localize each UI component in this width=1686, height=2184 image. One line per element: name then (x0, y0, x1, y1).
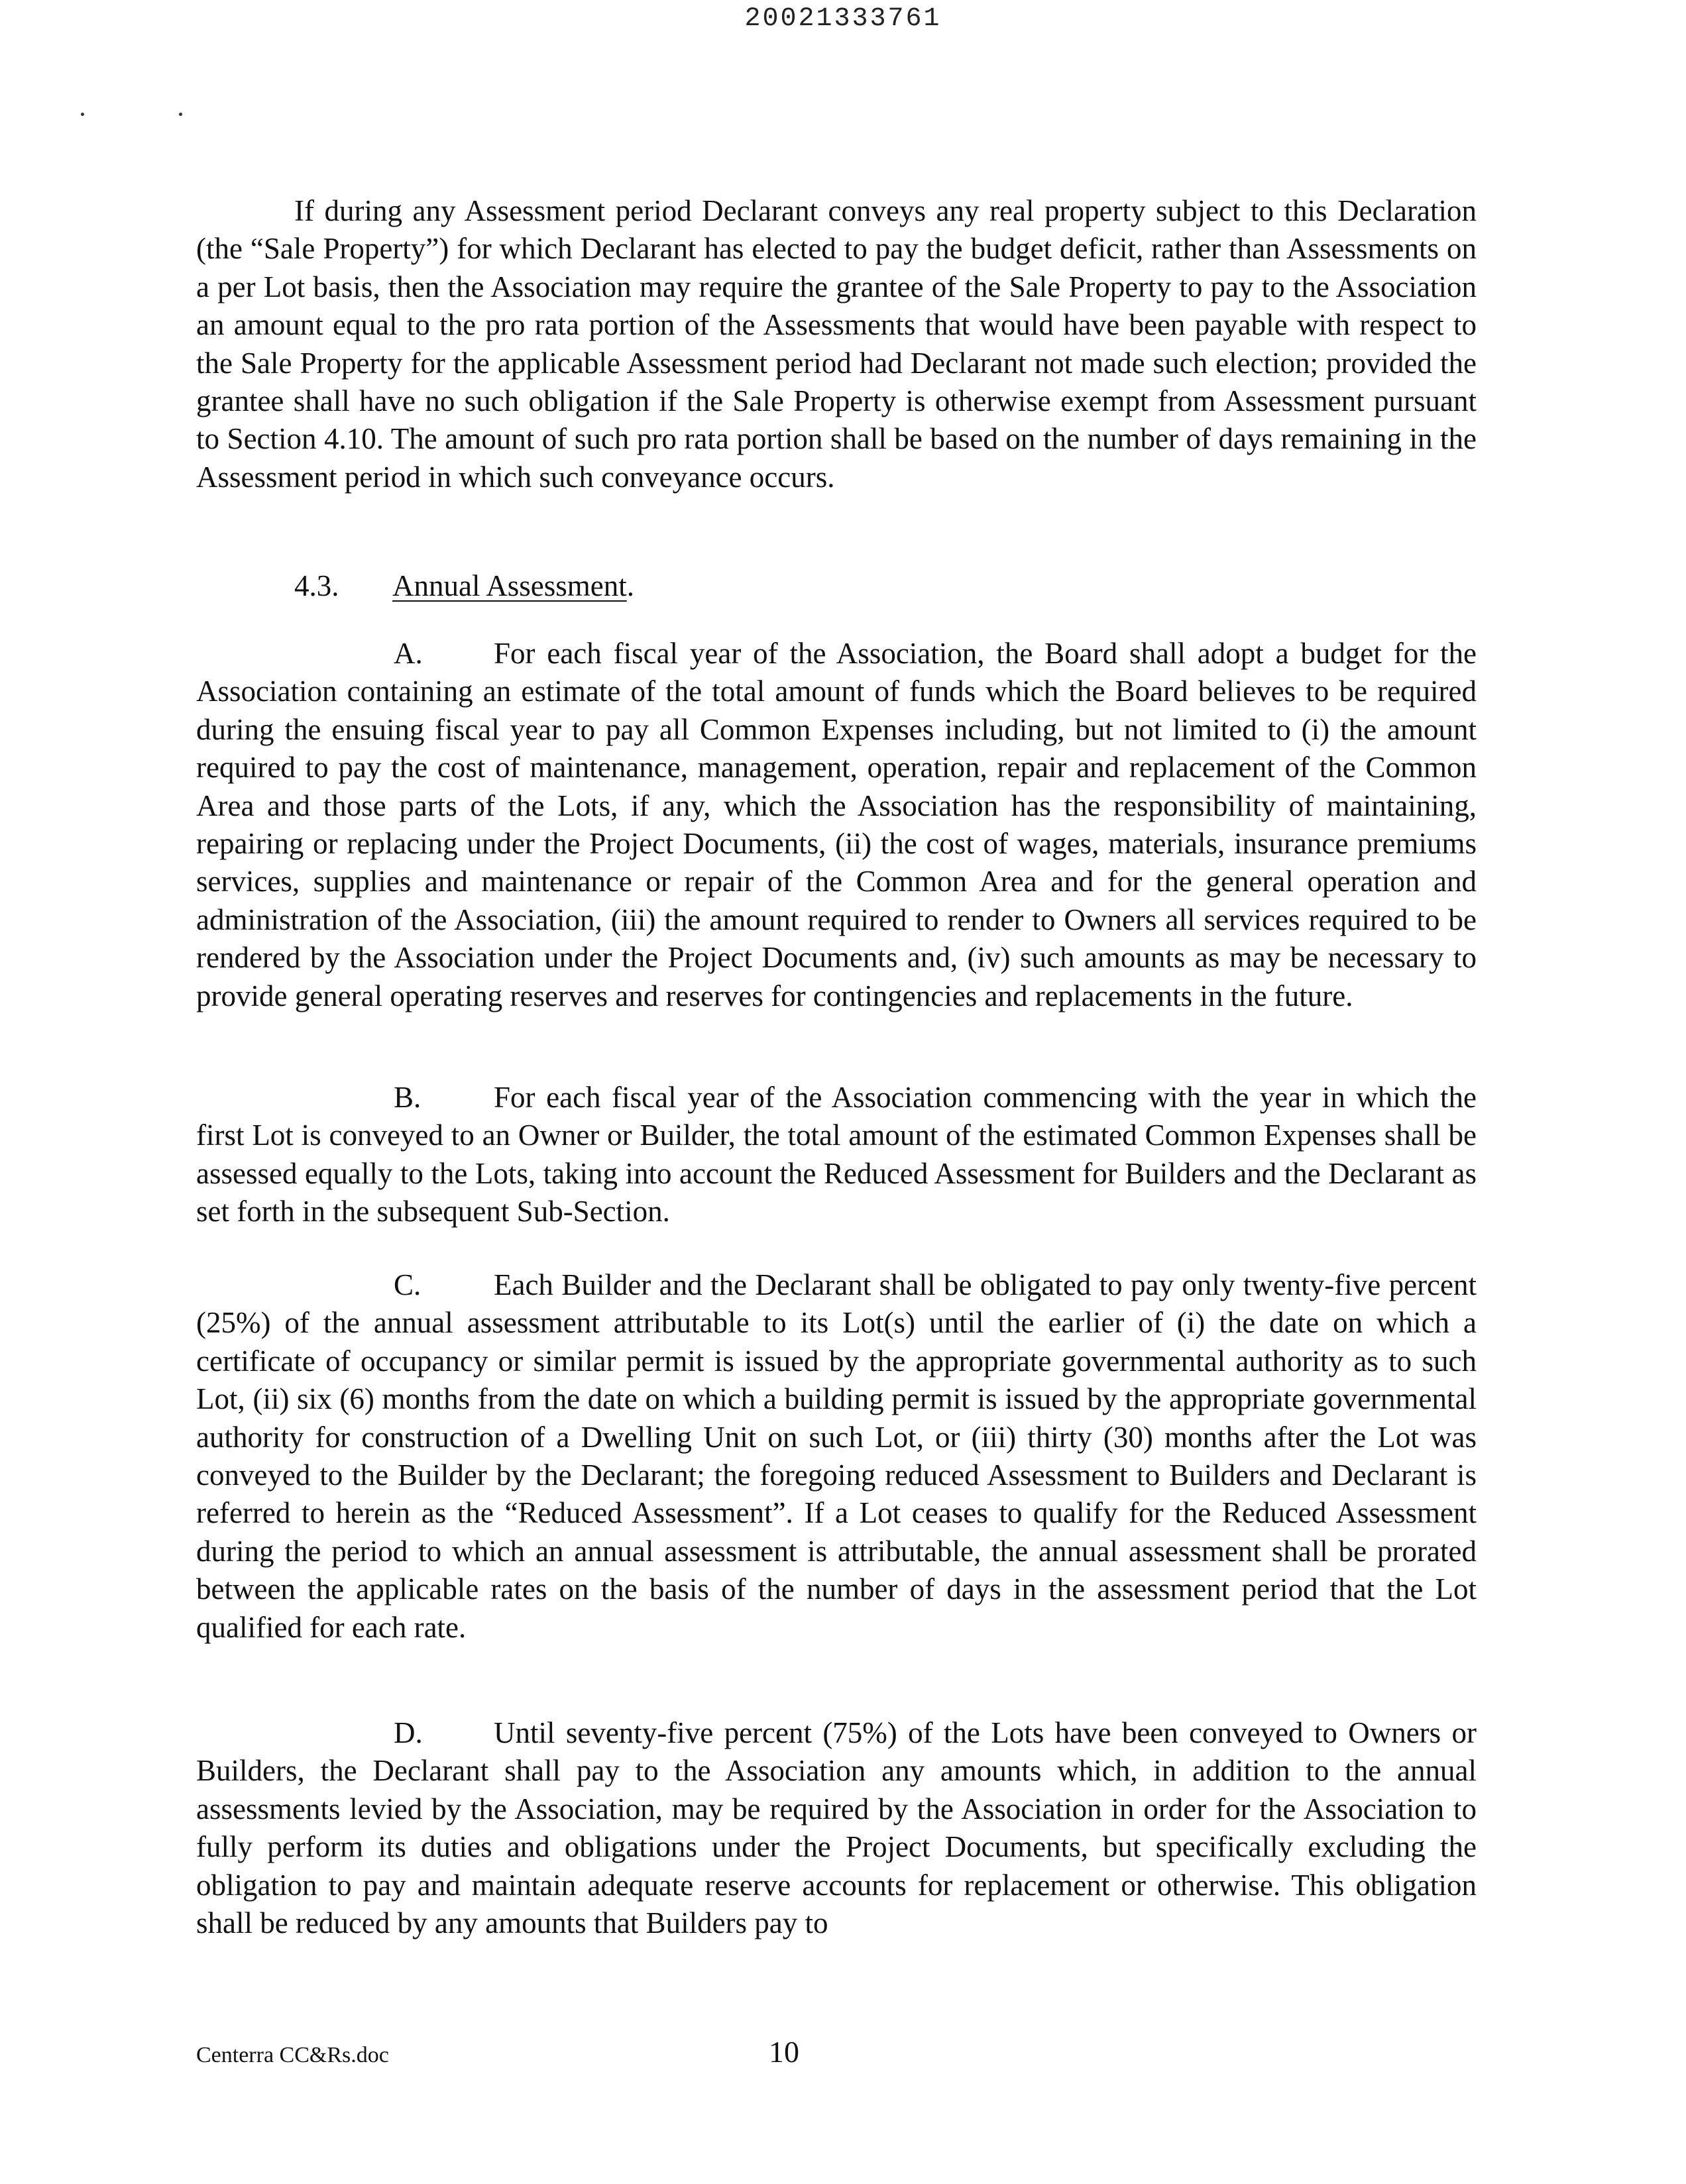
scan-speck (81, 113, 84, 116)
subsection-text: For each fiscal year of the Association commencing with the year in which the first Lot is conveyed to an Owner or Builder, the total amount of the estimated Common Expenses shall be assessed equally to the Lots, taking into account the Reduced Assessment for Builders and the Declarant as set forth in the subsequent Sub-Section. (196, 1081, 1477, 1228)
section-heading (294, 567, 634, 605)
subsection-a (196, 635, 1477, 1015)
subsection-d (196, 1714, 1477, 1942)
subsection-label: C. (394, 1268, 422, 1301)
subsection-b (196, 1079, 1477, 1231)
recording-number: 20021333761 (744, 4, 942, 34)
subsection-label: A. (394, 637, 423, 670)
footer-file-name: Centerra CC&Rs.doc (196, 2043, 389, 2067)
scan-speck (179, 113, 182, 116)
section-number: 4.3. (294, 569, 339, 602)
subsection-label: D. (394, 1716, 423, 1749)
subsection-text: For each fiscal year of the Association, the Board shall adopt a budget for the Association containing an estimate of the total amount of funds which the Board believes to be required during the ensuing fiscal year to pay all Common Expenses including, but not limited to (i) the amount required to pay the cost of maintenance, management, operation, repair and replacement of the Common Area and those parts of the Lots, if any, which the Association has the responsibility of maintaining, repairing or replacing under the Project Documents, (ii) the cost of wages, materials, insurance premiums services, supplies and maintenance or repair of the Common Area and for the general operation and administration of the Association, (iii) the amount required to render to Owners all services required to be rendered by the Association under the Project Documents and, (iv) such amounts as may be necessary to provide general operating reserves and reserves for contingencies and replacements in the future. (196, 637, 1477, 1012)
paragraph-sale-property: If during any Assessment period Declarant conveys any real property subject to this Declaration (the “Sale Property”) for which Declarant has elected to pay the budget deficit, rather than Assessments on a per Lot basis, then the Association may require the grantee of the Sale Property to pay to the Association an amount equal to the pro rata portion of the Assessments that would have been payable with respect to the Sale Property for the applicable Assessment period had Declarant not made such election; provided the grantee shall have no such obligation if the Sale Property is otherwise exempt from Assessment pursuant to Section 4.10. The amount of such pro rata portion shall be based on the number of days remaining in the Assessment period in which such conveyance occurs. (196, 194, 1477, 494)
subsection-text: Each Builder and the Declarant shall be obligated to pay only twenty-five percent (25%) of the annual assessment attributable to its Lot(s) until the earlier of (i) the date on which a certificate of occupancy or similar permit is issued by the appropriate governmental authority as to such Lot, (ii) six (6) months from the date on which a building permit is issued by the appropriate governmental authority for construction of a Dwelling Unit on such Lot, or (iii) thirty (30) months after the Lot was conveyed to the Builder by the Declarant; the foregoing reduced Assessment to Builders and Declarant is referred to herein as the “Reduced Assessment”. If a Lot ceases to qualify for the Reduced Assessment during the period to which an annual assessment is attributable, the annual assessment shall be prorated between the applicable rates on the basis of the number of days in the assessment period that the Lot qualified for each rate. (196, 1268, 1477, 1644)
footer-page-number: 10 (769, 2035, 799, 2069)
subsection-label: B. (394, 1081, 422, 1114)
section-title: Annual Assessment (392, 569, 627, 602)
subsection-text: Until seventy-five percent (75%) of the Lots have been conveyed to Owners or Builders, the Declarant shall pay to the Association any amounts which, in addition to the annual assessments levied by the Association, may be required by the Association in order for the Association to fully perform its duties and obligations under the Project Documents, but specifically excluding the obligation to pay and maintain adequate reserve accounts for replacement or otherwise. This obligation shall be reduced by any amounts that Builders pay to (196, 1716, 1477, 1940)
section-title-period: . (626, 569, 634, 602)
subsection-c (196, 1266, 1477, 1647)
